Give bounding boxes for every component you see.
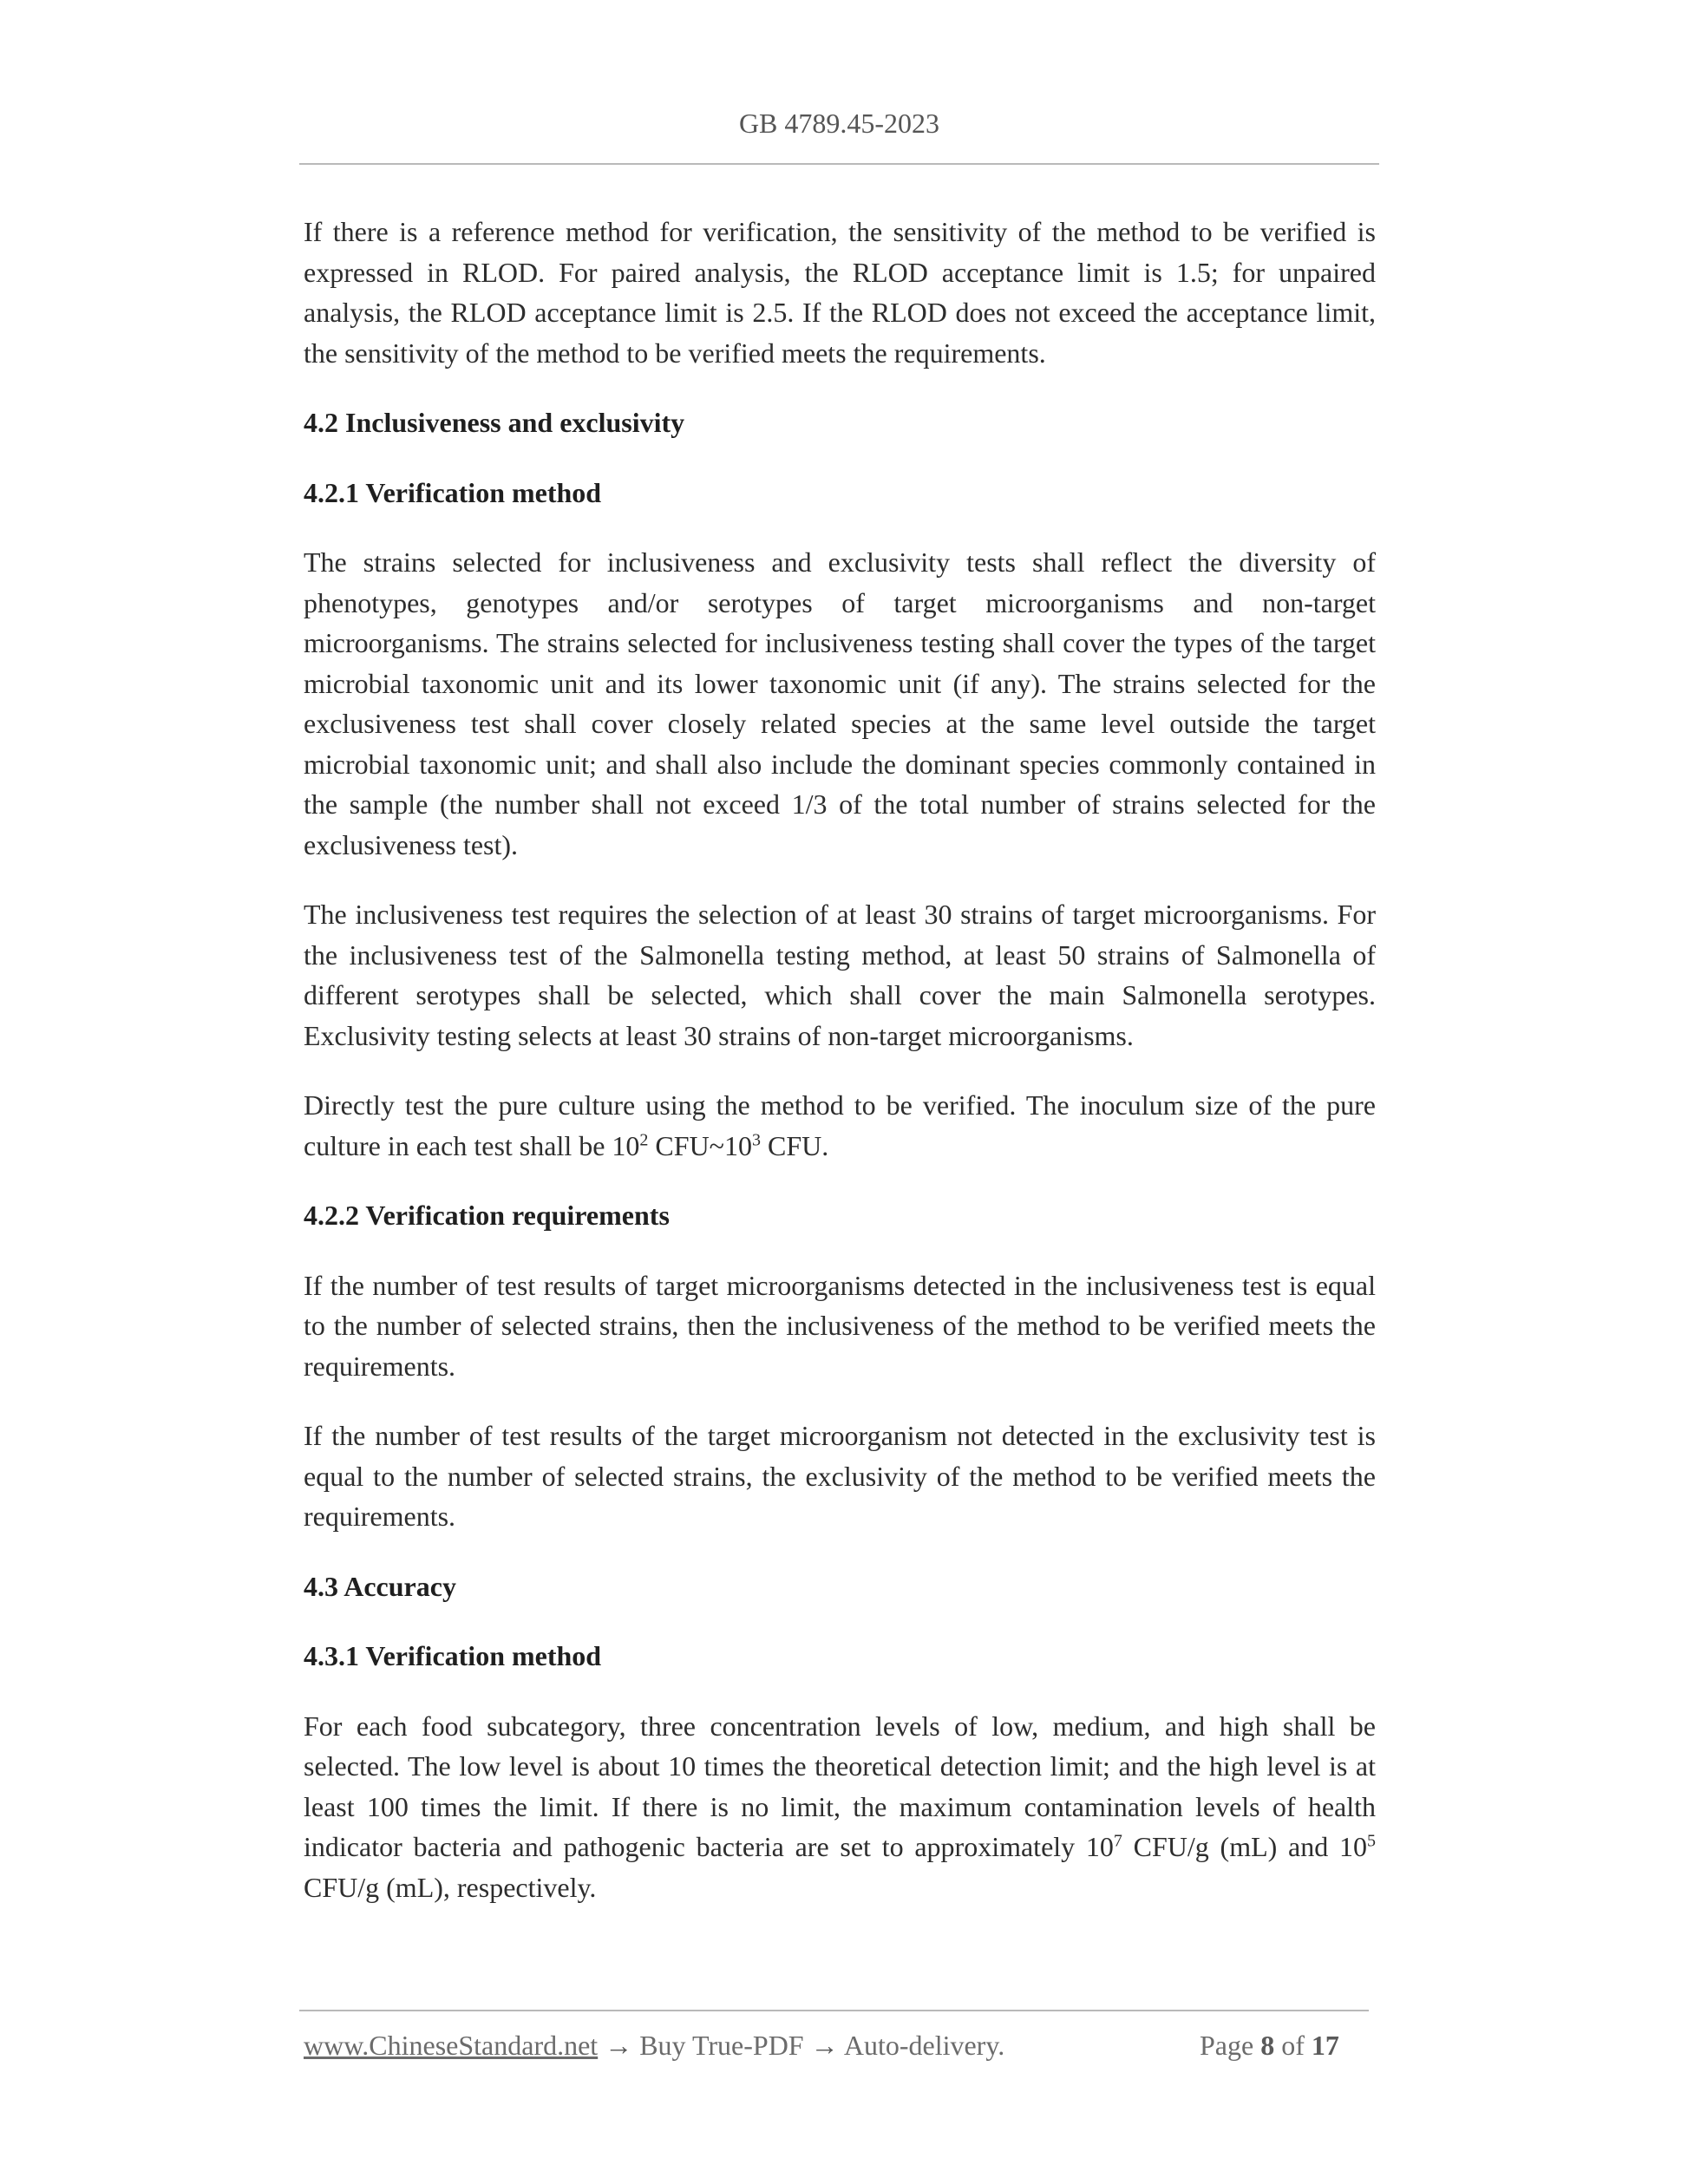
section-heading-4-2-1: 4.2.1 Verification method	[304, 476, 602, 508]
section-heading-4-2-2: 4.2.2 Verification requirements	[304, 1200, 670, 1231]
current-page: 8	[1260, 2030, 1275, 2061]
inoculum-text-b: CFU~10	[648, 1129, 752, 1161]
inoculum-exponent-1: 2	[639, 1129, 649, 1149]
section-heading-4-3-1: 4.3.1 Verification method	[304, 1640, 602, 1671]
page-number	[1200, 2030, 1339, 2062]
concentration-text-b: CFU/g (mL) and 10	[1122, 1831, 1367, 1862]
concentration-exponent-2: 5	[1367, 1831, 1376, 1851]
paragraph-inclusiveness-test: The inclusiveness test requires the selection of at least 30 strains of target microorganisms. For the inclusiveness test of the Salmonella testing method, at least 50 strains of Salmonella of different serotypes shall be selected, which shall cover the main Salmonella serotypes. Exclusivity testing selects at least 30 strains of non-target microorganisms.	[304, 899, 1376, 1051]
total-pages: 17	[1311, 2030, 1339, 2061]
arrow-right-icon: →	[605, 2030, 633, 2061]
inoculum-text-c: CFU.	[760, 1129, 829, 1161]
inoculum-text-a: Directly test the pure culture using the method to be verified. The inoculum size of the pure culture in each test shall be 10	[304, 1089, 1376, 1161]
paragraph-strain-selection: The strains selected for inclusiveness and exclusivity tests shall reflect the diversity of phenotypes, genotypes and/or serotypes of target microorganisms and non-target microorganisms. The strains selected for inclusiveness testing shall cover the types of the target microbial taxonomic unit and its lower taxonomic unit (if any). The strains selected for the exclusiveness test shall cover closely related species at the same level outside the target microbial taxonomic unit; and shall also include the dominant species commonly contained in the sample (the number shall not exceed 1/3 of the total number of strains selected for the exclusiveness test).	[304, 546, 1376, 860]
concentration-text-c: CFU/g (mL), respectively.	[304, 1871, 597, 1903]
of-label: of	[1281, 2030, 1305, 2061]
section-heading-4-2: 4.2 Inclusiveness and exclusivity	[304, 407, 685, 438]
paragraph-rlod-sensitivity: If there is a reference method for verification, the sensitivity of the method to be verified is expressed in RLOD. For paired analysis, the RLOD acceptance limit is 1.5; for unpaired analysis, the RLOD acceptance limit is 2.5. If the RLOD does not exceed the acceptance limit, the sensitivity of the method to be verified meets the requirements.	[304, 216, 1376, 369]
auto-delivery-text: Auto-delivery.	[843, 2030, 1005, 2061]
page-header: GB 4789.45-2023	[738, 108, 940, 139]
page-body	[304, 212, 1376, 1937]
paragraph-exclusivity-requirement: If the number of test results of the target microorganism not detected in the exclusivity test is equal to the number of selected strains, the exclusivity of the method to be verified meets the requirements.	[304, 1420, 1376, 1532]
header-divider	[299, 163, 1379, 165]
buy-pdf-text: Buy True-PDF	[639, 2030, 804, 2061]
inoculum-exponent-2: 3	[751, 1129, 761, 1149]
paragraph-inclusiveness-requirement: If the number of test results of target microorganisms detected in the inclusiveness test is equal to the number of selected strains, then the inclusiveness of the method to be verified meets the requirements.	[304, 1269, 1376, 1382]
concentration-exponent-1: 7	[1113, 1831, 1122, 1851]
site-link[interactable]: www.ChineseStandard.net	[304, 2030, 599, 2061]
page-label: Page	[1200, 2030, 1254, 2061]
paragraph-concentration-levels	[304, 1706, 1376, 1908]
footer-links	[304, 2030, 1004, 2062]
section-heading-4-3: 4.3 Accuracy	[304, 1570, 456, 1602]
concentration-text-a: For each food subcategory, three concentration levels of low, medium, and high shall be selected. The low level is about 10 times the theoretical detection limit; and the high level is at least 100 times the limit. If there is no limit, the maximum contamination levels of health indicator bacteria and pathogenic bacteria are set to approximately 10	[304, 1710, 1376, 1862]
arrow-right-icon: →	[810, 2030, 839, 2061]
footer-divider	[299, 2010, 1369, 2011]
paragraph-inoculum-size	[304, 1085, 1376, 1166]
